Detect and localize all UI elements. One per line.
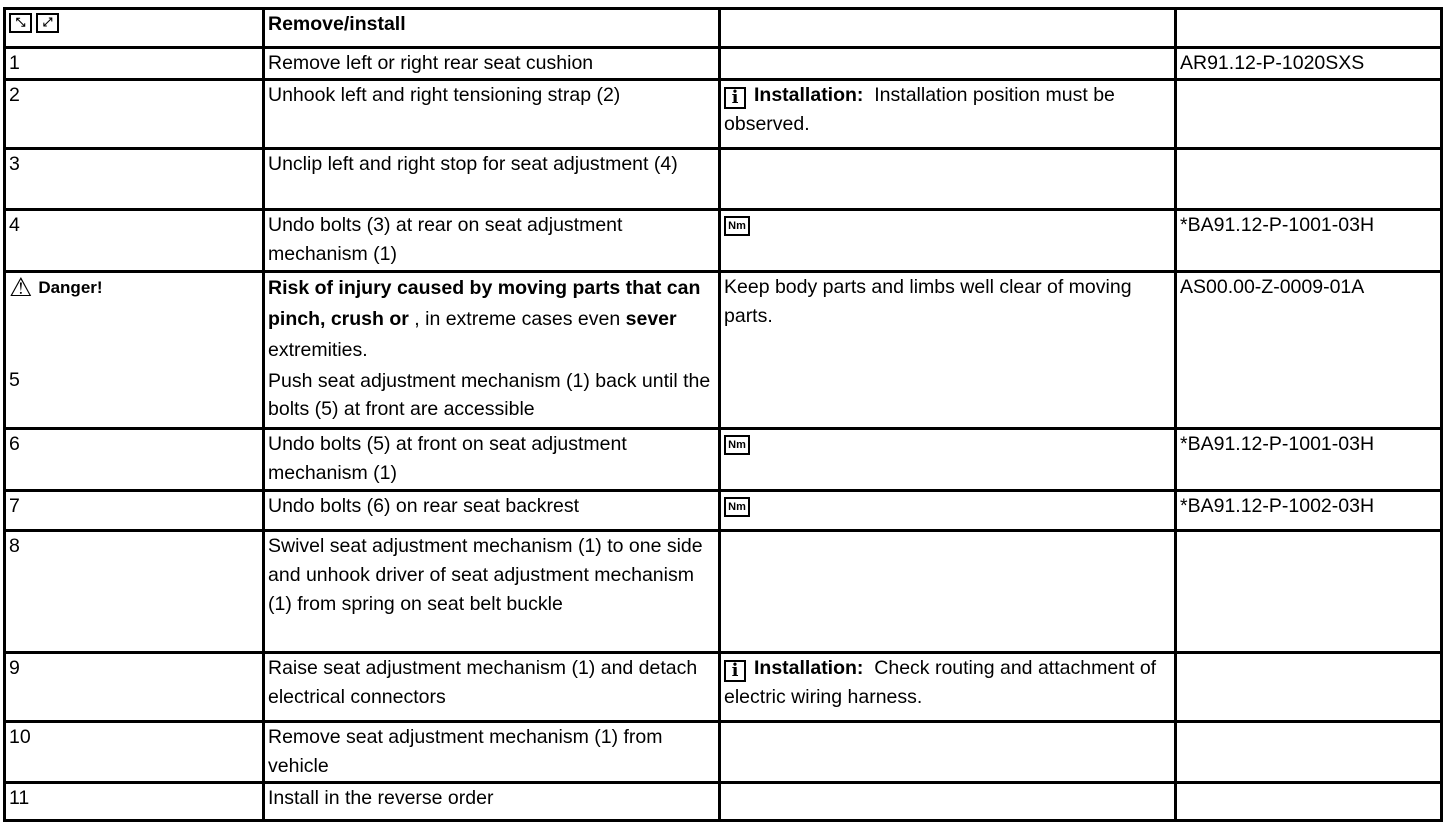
table-row bbox=[5, 722, 1442, 783]
note-cell bbox=[720, 531, 1176, 653]
installation-note: Installation position must be observed. bbox=[724, 84, 1115, 135]
installation-note: Check routing and attachment of electric wiring harness. bbox=[724, 657, 1157, 708]
reference-link bbox=[1176, 653, 1442, 722]
step-text: Remove seat adjustment mechanism (1) from vehicle bbox=[264, 722, 720, 783]
expand-icon[interactable]: ⤡ bbox=[9, 13, 32, 33]
note-cell bbox=[720, 783, 1176, 821]
header-empty-cell bbox=[1176, 9, 1442, 48]
reference-link[interactable]: *BA91.12-P-1001-03H bbox=[1176, 210, 1442, 272]
step-text: Undo bolts (5) at front on seat adjustment mechanism (1) bbox=[264, 429, 720, 491]
table-row bbox=[5, 653, 1442, 722]
header-title: Remove/install bbox=[264, 9, 720, 48]
step-number: 7 bbox=[5, 491, 264, 531]
step-text: Remove left or right rear seat cushion bbox=[264, 48, 720, 80]
step-number: 6 bbox=[5, 429, 264, 491]
torque-icon[interactable]: Nm bbox=[724, 435, 750, 455]
note-cell bbox=[720, 429, 1176, 491]
step-number: 3 bbox=[5, 149, 264, 210]
danger-note: Keep body parts and limbs well clear of moving parts. bbox=[720, 272, 1176, 429]
danger-text-bold: sever bbox=[625, 308, 677, 331]
danger-text: , in extreme cases even bbox=[408, 308, 626, 331]
danger-text-cell bbox=[264, 272, 720, 429]
table-row bbox=[5, 491, 1442, 531]
reference-link[interactable]: AR91.12-P-1020SXS bbox=[1176, 48, 1442, 80]
reference-link[interactable]: *BA91.12-P-1002-03H bbox=[1176, 491, 1442, 531]
step-number: 8 bbox=[5, 531, 264, 653]
step-number: 5 bbox=[9, 368, 20, 391]
reference-link[interactable]: AS00.00-Z-0009-01A bbox=[1176, 272, 1442, 429]
installation-label: Installation: bbox=[754, 84, 864, 106]
step-text: Push seat adjustment mechanism (1) back until the bolts (5) at front are accessible bbox=[268, 369, 711, 421]
danger-row bbox=[5, 272, 1442, 429]
header-icons-cell bbox=[5, 9, 264, 48]
installation-label: Installation: bbox=[754, 657, 864, 679]
step-text: Swivel seat adjustment mechanism (1) to one side and unhook driver of seat adjustment mechanism (1) from spring on seat belt buckle bbox=[264, 531, 720, 653]
step-text: Unhook left and right tensioning strap (2) bbox=[264, 80, 720, 149]
danger-cell bbox=[5, 272, 264, 429]
reference-link bbox=[1176, 722, 1442, 783]
info-icon: i bbox=[724, 660, 746, 682]
header-empty-cell bbox=[720, 9, 1176, 48]
step-number: 2 bbox=[5, 80, 264, 149]
info-icon: i bbox=[724, 87, 746, 109]
table-row bbox=[5, 531, 1442, 653]
torque-icon[interactable]: Nm bbox=[724, 497, 750, 517]
step-text: Undo bolts (6) on rear seat backrest bbox=[264, 491, 720, 531]
table-row bbox=[5, 149, 1442, 210]
step-number: 1 bbox=[5, 48, 264, 80]
warning-icon: ⚠ bbox=[9, 273, 33, 303]
torque-icon[interactable]: Nm bbox=[724, 216, 750, 236]
danger-label: Danger! bbox=[38, 278, 103, 297]
danger-text-bold: Risk of injury caused by moving parts that can pinch, crush or bbox=[268, 277, 701, 331]
reference-link[interactable]: *BA91.12-P-1001-03H bbox=[1176, 429, 1442, 491]
procedure-table bbox=[3, 7, 1443, 822]
reference-link bbox=[1176, 80, 1442, 149]
step-number: 9 bbox=[5, 653, 264, 722]
table-row bbox=[5, 210, 1442, 272]
reference-link bbox=[1176, 783, 1442, 821]
table-row bbox=[5, 429, 1442, 491]
table-row bbox=[5, 783, 1442, 821]
step-number: 4 bbox=[5, 210, 264, 272]
collapse-icon[interactable]: ⤢ bbox=[36, 13, 59, 33]
note-cell bbox=[720, 491, 1176, 531]
reference-link bbox=[1176, 531, 1442, 653]
note-cell bbox=[720, 722, 1176, 783]
step-text: Undo bolts (3) at rear on seat adjustment mechanism (1) bbox=[264, 210, 720, 272]
note-cell bbox=[720, 653, 1176, 722]
step-text: Raise seat adjustment mechanism (1) and detach electrical connectors bbox=[264, 653, 720, 722]
header-row bbox=[5, 9, 1442, 48]
step-number: 11 bbox=[5, 783, 264, 821]
table-row bbox=[5, 80, 1442, 149]
note-cell bbox=[720, 210, 1176, 272]
table-row bbox=[5, 48, 1442, 80]
step-text: Install in the reverse order bbox=[264, 783, 720, 821]
step-text: Unclip left and right stop for seat adjustment (4) bbox=[264, 149, 720, 210]
step-number: 10 bbox=[5, 722, 264, 783]
note-cell bbox=[720, 48, 1176, 80]
note-cell bbox=[720, 80, 1176, 149]
danger-text: extremities. bbox=[268, 339, 368, 362]
reference-link bbox=[1176, 149, 1442, 210]
note-cell bbox=[720, 149, 1176, 210]
